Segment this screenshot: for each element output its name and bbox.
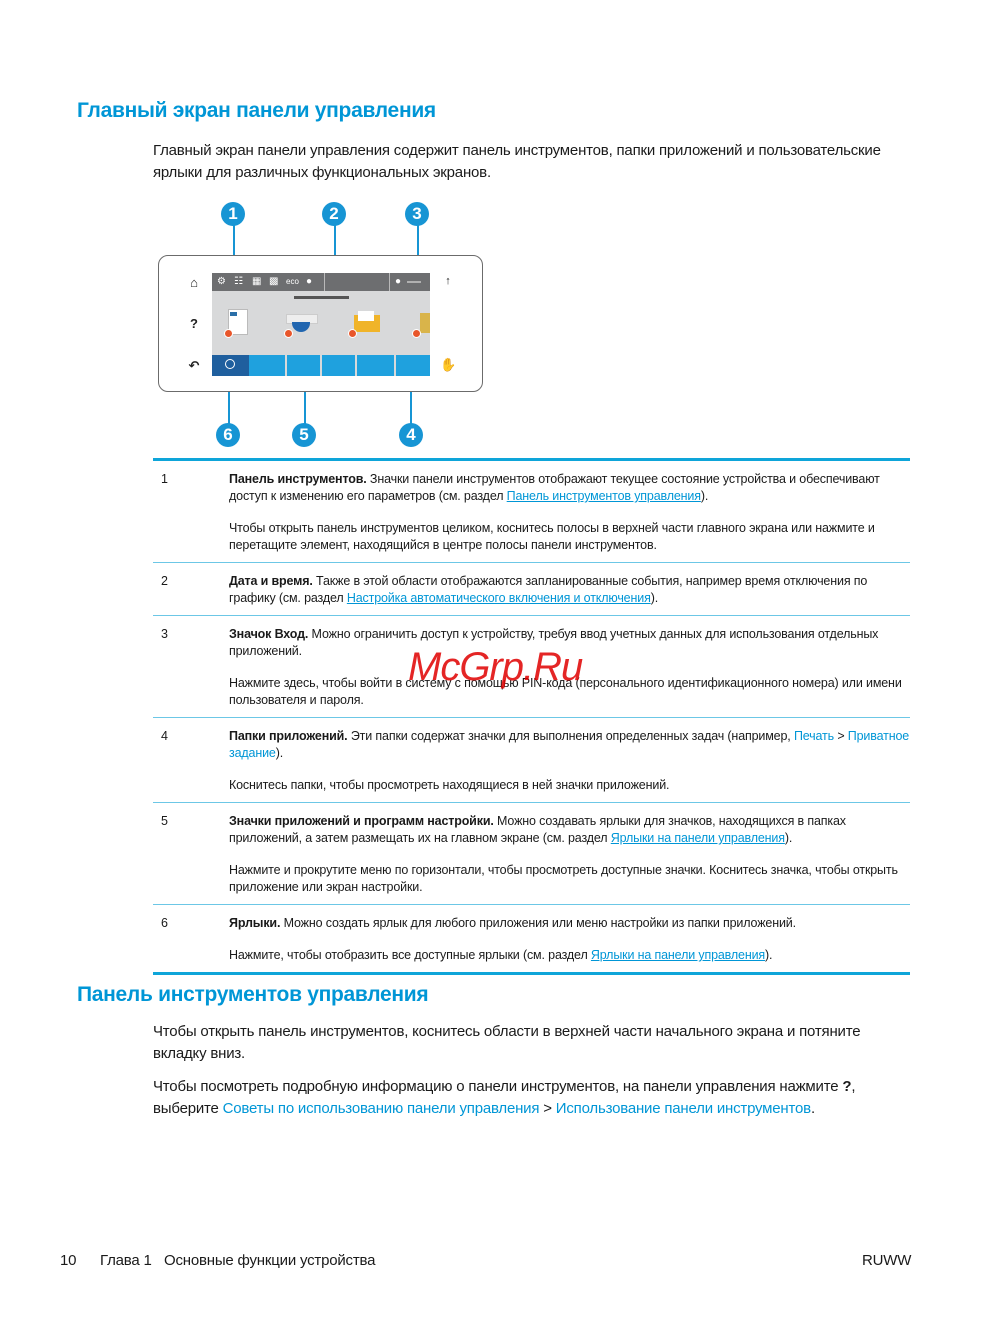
chapter-label: Глава 1	[100, 1252, 152, 1269]
divider	[320, 355, 322, 376]
row-text: ).	[275, 746, 284, 760]
row-number: 2	[161, 574, 168, 588]
table-row	[153, 718, 910, 802]
row-number: 6	[161, 916, 168, 930]
link-dashboard[interactable]: Панель инструментов управления	[506, 489, 701, 503]
callout-table	[153, 458, 910, 975]
page-number: 10	[60, 1252, 77, 1269]
row-text: Эти папки содержат значки для выполнения определенных задач (например,	[347, 729, 794, 743]
app-icon-email[interactable]	[348, 309, 380, 335]
row-text: ).	[650, 591, 659, 605]
row-text: Можно создавать ярлыки для значков, находящихся в папках приложений, а затем размещать их на главном экране (см. раздел	[229, 814, 846, 845]
row-number: 1	[161, 472, 168, 486]
sign-in-icon[interactable]: ●	[395, 276, 402, 287]
row-number: 3	[161, 627, 168, 641]
home-icon[interactable]: ⌂	[190, 275, 198, 290]
row-text: Значки панели инструментов отображают текущее состояние устройства и обеспечивают доступ к изменению его параметров (см. раздел	[229, 472, 880, 503]
link-auto-on-off[interactable]: Настройка автоматического включения и отключения	[346, 591, 651, 605]
table-rule	[153, 972, 910, 975]
callout-1: 1	[221, 202, 245, 226]
hand-touch-icon[interactable]: ✋	[440, 357, 457, 372]
callout-5: 5	[292, 423, 316, 447]
fax-icon[interactable]: ▩	[269, 276, 279, 287]
link-using-dashboard[interactable]: Использование панели инструментов	[555, 1100, 811, 1117]
link-private-job[interactable]: Приватное задание	[229, 729, 910, 760]
eco-icon[interactable]: eco	[286, 277, 299, 286]
row-text: Также в этой области отображаются запланированные события, например время отключения по графику (см. раздел	[229, 574, 868, 605]
para-text: , выберите	[153, 1078, 856, 1117]
table-row	[153, 563, 910, 615]
section2-para2	[153, 1076, 913, 1120]
para-text: >	[539, 1100, 556, 1117]
divider	[324, 273, 325, 291]
row-number: 5	[161, 814, 168, 828]
section-intro: Главный экран панели управления содержит панель инструментов, папки приложений и пользовательские ярлыки для различных функциональных экранов.	[153, 142, 881, 181]
link-control-panel-tips[interactable]: Советы по использованию панели управления	[222, 1100, 540, 1117]
row-text: Нажмите и прокрутите меню по горизонтали, чтобы просмотреть доступные значки. Коснитесь значка, чтобы открыть приложение или экран настройки.	[229, 863, 898, 894]
row-text: Чтобы открыть панель инструментов целиком, коснитесь полосы в верхней части главного экрана или нажмите и перетащите элемент, находящийся в центре полосы панели инструментов.	[229, 521, 875, 552]
badge	[412, 329, 421, 338]
badge	[348, 329, 357, 338]
divider	[394, 355, 396, 376]
gear-icon[interactable]: ⚙	[217, 276, 226, 287]
row-title: Дата и время.	[229, 574, 313, 588]
row-text: >	[834, 729, 848, 743]
section-title-home-screen: Главный экран панели управления	[77, 99, 436, 122]
divider	[285, 355, 287, 376]
table-row	[153, 803, 910, 904]
shortcut-icon	[225, 359, 235, 369]
para-text: Чтобы посмотреть подробную информацию о панели инструментов, на панели управления нажмите	[153, 1078, 843, 1095]
row-title: Ярлыки.	[229, 916, 281, 930]
ethernet-icon[interactable]: ▦	[252, 276, 262, 287]
divider	[389, 273, 390, 291]
row-text: Коснитесь папки, чтобы просмотреть находящиеся в ней значки приложений.	[229, 778, 670, 792]
back-icon[interactable]: ↶	[188, 358, 200, 373]
ink-drop-icon[interactable]: ●	[306, 276, 313, 287]
badge	[224, 329, 233, 338]
row-text: ).	[765, 948, 773, 962]
app-icon-copy[interactable]	[224, 309, 256, 335]
row-title: Значки приложений и программ настройки.	[229, 814, 494, 828]
network-icon[interactable]: ☷	[234, 276, 243, 287]
dashboard-bar[interactable]	[212, 273, 430, 291]
section2-para1: Чтобы открыть панель инструментов, коснитесь области в верхней части начального экрана и потяните вкладку вниз.	[153, 1023, 861, 1062]
row-text: Нажмите здесь, чтобы войти в систему с помощью PIN-кода (персонального идентификационного номера) или имени пользователя и пароля.	[229, 676, 902, 707]
callout-2: 2	[322, 202, 346, 226]
row-title: Папки приложений.	[229, 729, 348, 743]
control-panel-diagram	[150, 195, 490, 455]
wireless-icon[interactable]: ↑	[445, 275, 451, 287]
shortcuts-tab[interactable]	[212, 355, 249, 376]
help-icon: ?	[842, 1078, 852, 1095]
app-icon-folder[interactable]	[412, 309, 430, 335]
table-row	[153, 905, 910, 972]
locale-code: RUWW	[862, 1252, 912, 1269]
row-text: ).	[784, 831, 793, 845]
app-icon-scan[interactable]	[284, 309, 316, 335]
touch-screen[interactable]	[212, 273, 430, 376]
table-row	[153, 461, 910, 562]
sign-in-label-bar	[407, 281, 421, 283]
link-shortcuts[interactable]: Ярлыки на панели управления	[590, 948, 766, 962]
link-shortcuts[interactable]: Ярлыки на панели управления	[610, 831, 785, 845]
dashboard-pull-handle[interactable]	[294, 296, 349, 299]
row-text: ).	[700, 489, 709, 503]
callout-3: 3	[405, 202, 429, 226]
chapter-title: Основные функции устройства	[164, 1252, 376, 1269]
callout-6: 6	[216, 423, 240, 447]
section-title-dashboard: Панель инструментов управления	[77, 983, 429, 1006]
row-title: Значок Вход.	[229, 627, 309, 641]
row-number: 4	[161, 729, 168, 743]
row-title: Панель инструментов.	[229, 472, 367, 486]
divider	[355, 355, 357, 376]
help-icon[interactable]: ?	[190, 316, 198, 331]
badge	[284, 329, 293, 338]
row-text: Можно создать ярлык для любого приложения или меню настройки из папки приложений.	[280, 916, 796, 930]
link-print[interactable]: Печать	[793, 729, 834, 743]
callout-4: 4	[399, 423, 423, 447]
row-text: Можно ограничить доступ к устройству, требуя ввод учетных данных для использования отдельных приложений.	[229, 627, 879, 658]
para-text: .	[810, 1100, 815, 1117]
row-text: Нажмите, чтобы отобразить все доступные ярлыки (см. раздел	[229, 948, 591, 962]
watermark: McGrp.Ru	[408, 645, 583, 689]
